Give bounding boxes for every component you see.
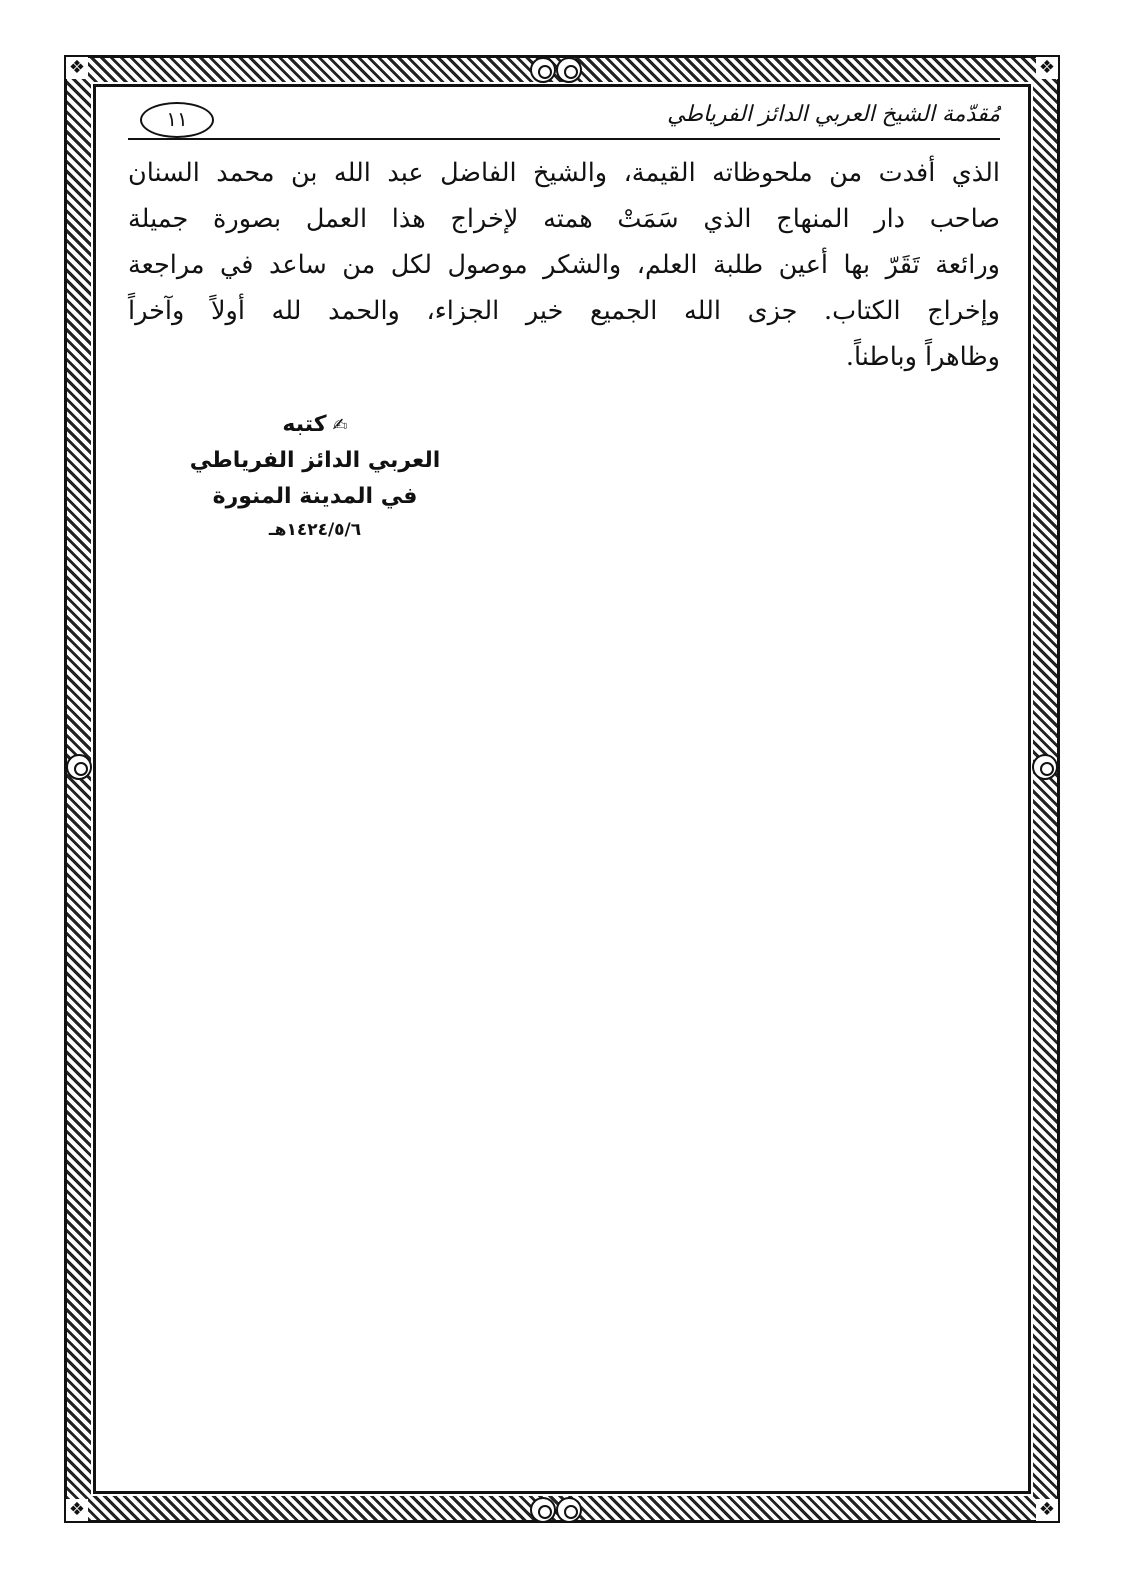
border-medallion-icon [530,1497,556,1523]
corner-ornament-icon: ❖ [1036,57,1058,79]
body-line: ورائعة تَقَرّ بها أعين طلبة العلم، والشكر موصول لكل من ساعد في مراجعة [128,250,1000,280]
running-title: مُقدّمة الشيخ العربي الدائز الفرياطي [667,102,1000,127]
signature-date: ١٤٢٤/٥/٦هـ [268,520,362,540]
border-medallion-icon [66,754,92,780]
signature-block [150,408,480,545]
corner-ornament-icon: ❖ [1036,1499,1058,1521]
author-name: العربي الدائز الفرياطي [189,448,441,473]
body-line: وظاهراً وباطناً. [845,342,1000,372]
corner-ornament-icon: ❖ [66,1499,88,1521]
body-paragraph [128,150,1000,380]
page-header [128,96,1000,140]
pen-icon: ✍ [332,415,348,436]
body-line: الذي أفدت من ملحوظاته القيمة، والشيخ الفاضل عبد الله بن محمد السنان [128,158,1000,188]
written-by-label: كتبه [282,412,327,437]
corner-ornament-icon: ❖ [66,57,88,79]
border-medallion-icon [1032,754,1058,780]
border-medallion-icon [556,57,582,83]
body-line: وإخراج الكتاب. جزى الله الجميع خير الجزاء، والحمد لله أولاً وآخراً [128,296,1000,326]
body-line: صاحب دار المنهاج الذي سَمَتْ همته لإخراج هذا العمل بصورة جميلة [128,204,1000,234]
page-number: ١١ [140,102,214,138]
border-medallion-icon [530,57,556,83]
written-by-line [150,408,480,443]
signature-place: في المدينة المنورة [212,484,418,509]
border-medallion-icon [556,1497,582,1523]
